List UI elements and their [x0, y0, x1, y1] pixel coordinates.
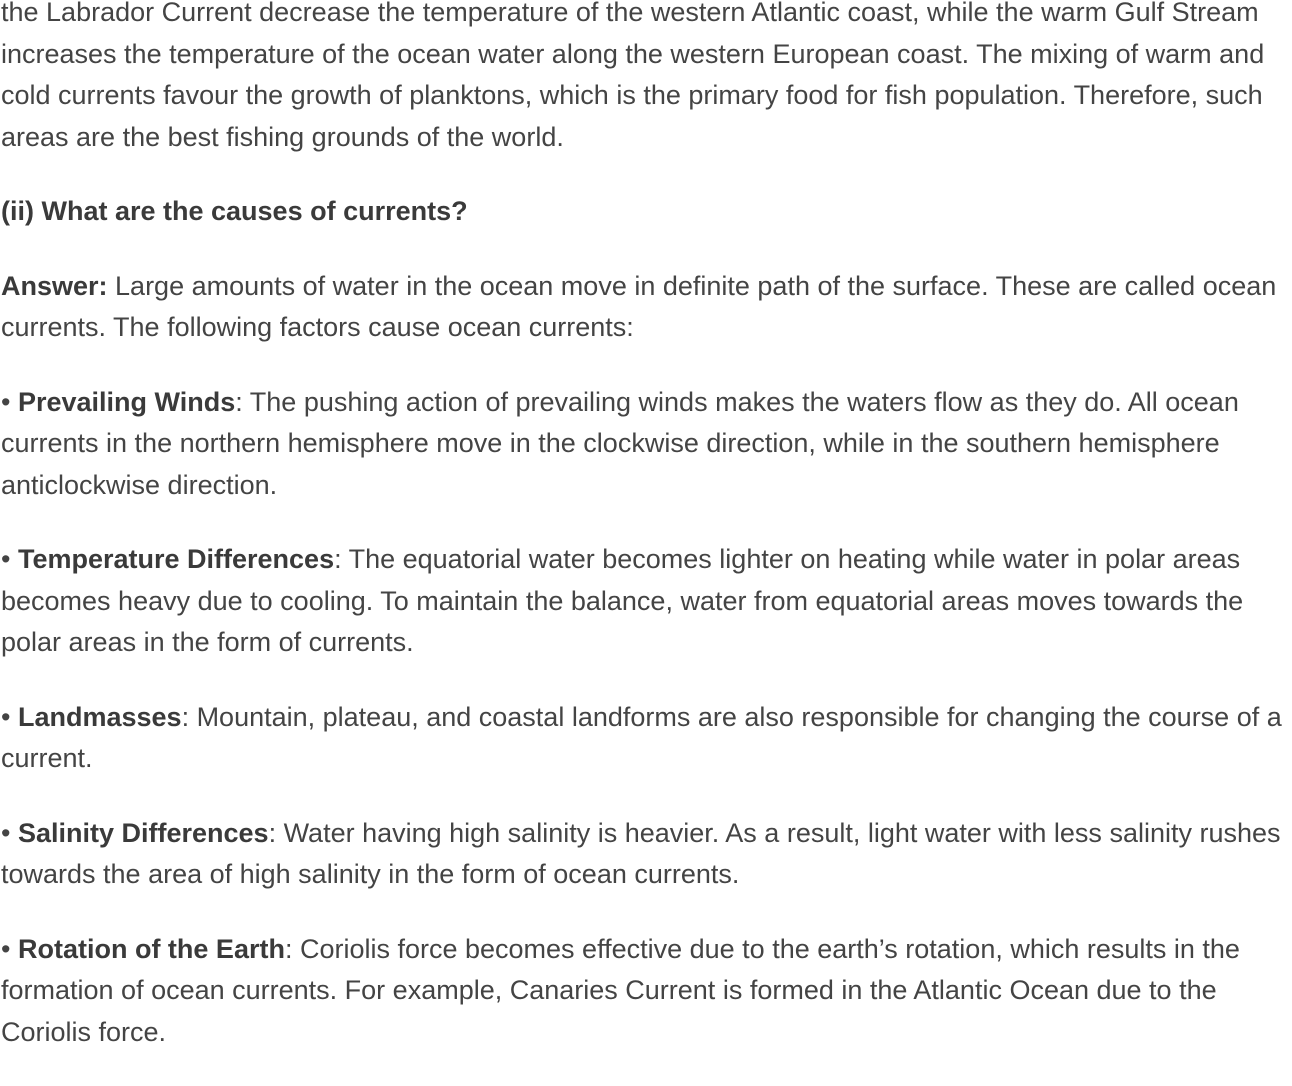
question-text: (ii) What are the causes of currents?: [1, 196, 468, 226]
intro-paragraph: the Labrador Current decrease the temperature of the western Atlantic coast, while the warm Gulf Stream increases the temperature of the ocean water along the western European coast. The mixing of warm and cold currents favour the growth of planktons, which is the primary food for fish population. Therefore, such areas are the best fishing grounds of the world.: [1, 0, 1265, 152]
factor-description: : The pushing action of prevailing winds makes the waters flow as they do. All ocean currents in the northern hemisphere move in the clockwise direction, while in the southern hemisphere anticlockwise direction.: [1, 386, 1239, 500]
factor-description: : Coriolis force becomes effective due to the earth’s rotation, which results in the formation of ocean currents. For example, Canaries Current is formed in the Atlantic Ocean due to the Coriolis force.: [1, 933, 1240, 1047]
factor-term: Landmasses: [17, 701, 182, 732]
factor-description: : Mountain, plateau, and coastal landforms are also responsible for changing the course of a current.: [1, 701, 1282, 773]
answer-text: Large amounts of water in the ocean move in definite path of the surface. These are called ocean currents. The following factors cause ocean currents:: [1, 270, 1277, 342]
bullet-icon: •: [1, 544, 18, 574]
factor-term: Temperature Differences: [17, 544, 335, 574]
bullet-icon: •: [1, 817, 18, 848]
factor-term: Prevailing Winds: [17, 386, 236, 417]
factor-landmasses: [1, 697, 1291, 780]
document-page: [1, 0, 1291, 1086]
bullet-icon: •: [1, 386, 18, 417]
factor-rotation-of-earth: [1, 929, 1291, 1054]
answer-paragraph: [1, 266, 1291, 349]
bullet-icon: •: [1, 701, 18, 732]
factor-term: Salinity Differences: [17, 817, 269, 848]
question-heading: [1, 191, 1291, 233]
factor-temperature-differences: [1, 539, 1291, 664]
factor-description: : The equatorial water becomes lighter on heating while water in polar areas becomes heavy due to cooling. To maintain the balance, water from equatorial areas moves towards the polar areas in the form of currents.: [1, 544, 1244, 657]
bullet-icon: •: [1, 933, 18, 964]
factor-prevailing-winds: [1, 382, 1291, 507]
factor-description: : Water having high salinity is heavier. As a result, light water with less salinity rushes towards the area of high salinity in the form of ocean currents.: [1, 817, 1281, 889]
factor-term: Rotation of the Earth: [17, 933, 285, 964]
answer-label: Answer:: [1, 270, 108, 301]
factor-salinity-differences: [1, 813, 1291, 896]
